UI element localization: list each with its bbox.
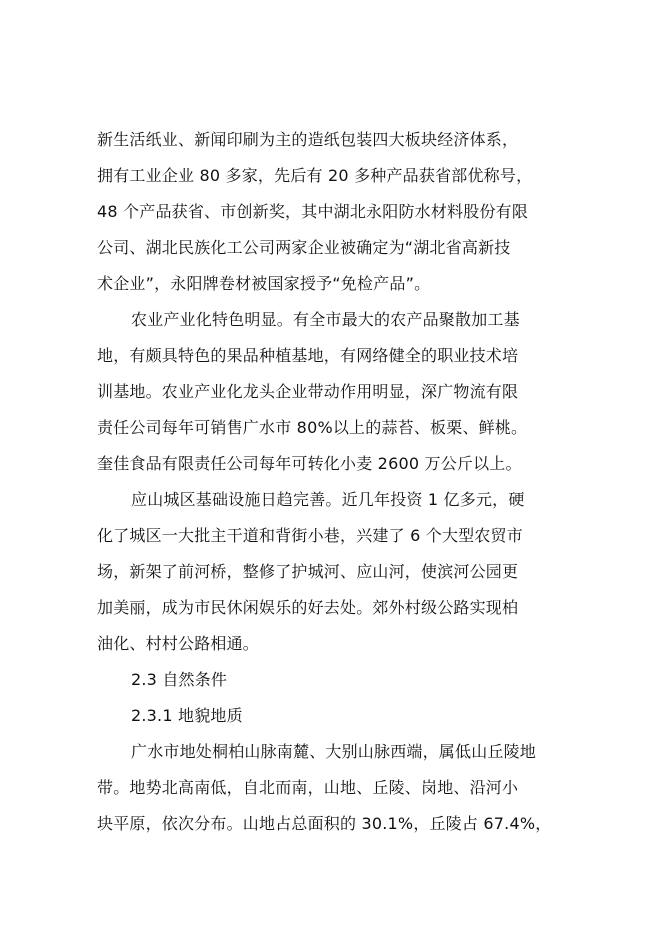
text-line: 带。地势北高南低，自北而南，山地、丘陵、岗地、沿河小 [97, 778, 519, 797]
text-line: 新生活纸业、新闻印刷为主的造纸包装四大板块经济体系， [97, 130, 519, 149]
text-line: 化了城区一大批主干道和背街小巷，兴建了 6 个大型农贸市 [97, 526, 523, 545]
text-line: 公司、湖北民族化工公司两家企业被确定为“湖北省高新技 [97, 238, 511, 257]
text-line: 地，有颇具特色的果品种植基地，有网络健全的职业技术培 [97, 346, 519, 365]
text-line: 责任公司每年可销售广水市 80%以上的蒜苔、板栗、鲜桃。 [97, 418, 528, 437]
text-line: 场，新架了前河桥，整修了护城河、应山河，使滨河公园更 [97, 562, 519, 581]
paragraph-first-line: 农业产业化特色明显。有全市最大的农产品聚散加工基 [131, 310, 520, 329]
text-line: 拥有工业企业 80 多家，先后有 20 多种产品获省部优称号， [97, 166, 533, 185]
text-line: 奎佳食品有限责任公司每年可转化小麦 2600 万公斤以上。 [97, 454, 522, 473]
section-heading: 2.3 自然条件 [131, 670, 228, 689]
subsection-heading: 2.3.1 地貌地质 [131, 706, 243, 725]
text-line: 48 个产品获省、市创新奖，其中湖北永阳防水材料股份有限 [97, 202, 529, 221]
paragraph-first-line: 广水市地处桐柏山脉南麓、大别山脉西端，属低山丘陵地 [131, 742, 537, 761]
text-line: 术企业”，永阳牌卷材被国家授予“免检产品”。 [97, 274, 431, 293]
text-line: 加美丽，成为市民休闲娱乐的好去处。郊外村级公路实现柏 [97, 598, 519, 617]
text-line: 训基地。农业产业化龙头企业带动作用明显，深广物流有限 [97, 382, 519, 401]
text-line: 块平原，依次分布。山地占总面积的 30.1%，丘陵占 67.4%， [97, 814, 552, 833]
paragraph-first-line: 应山城区基础设施日趋完善。近几年投资 1 亿多元，硬 [131, 490, 525, 509]
text-line: 油化、村村公路相通。 [97, 634, 260, 653]
